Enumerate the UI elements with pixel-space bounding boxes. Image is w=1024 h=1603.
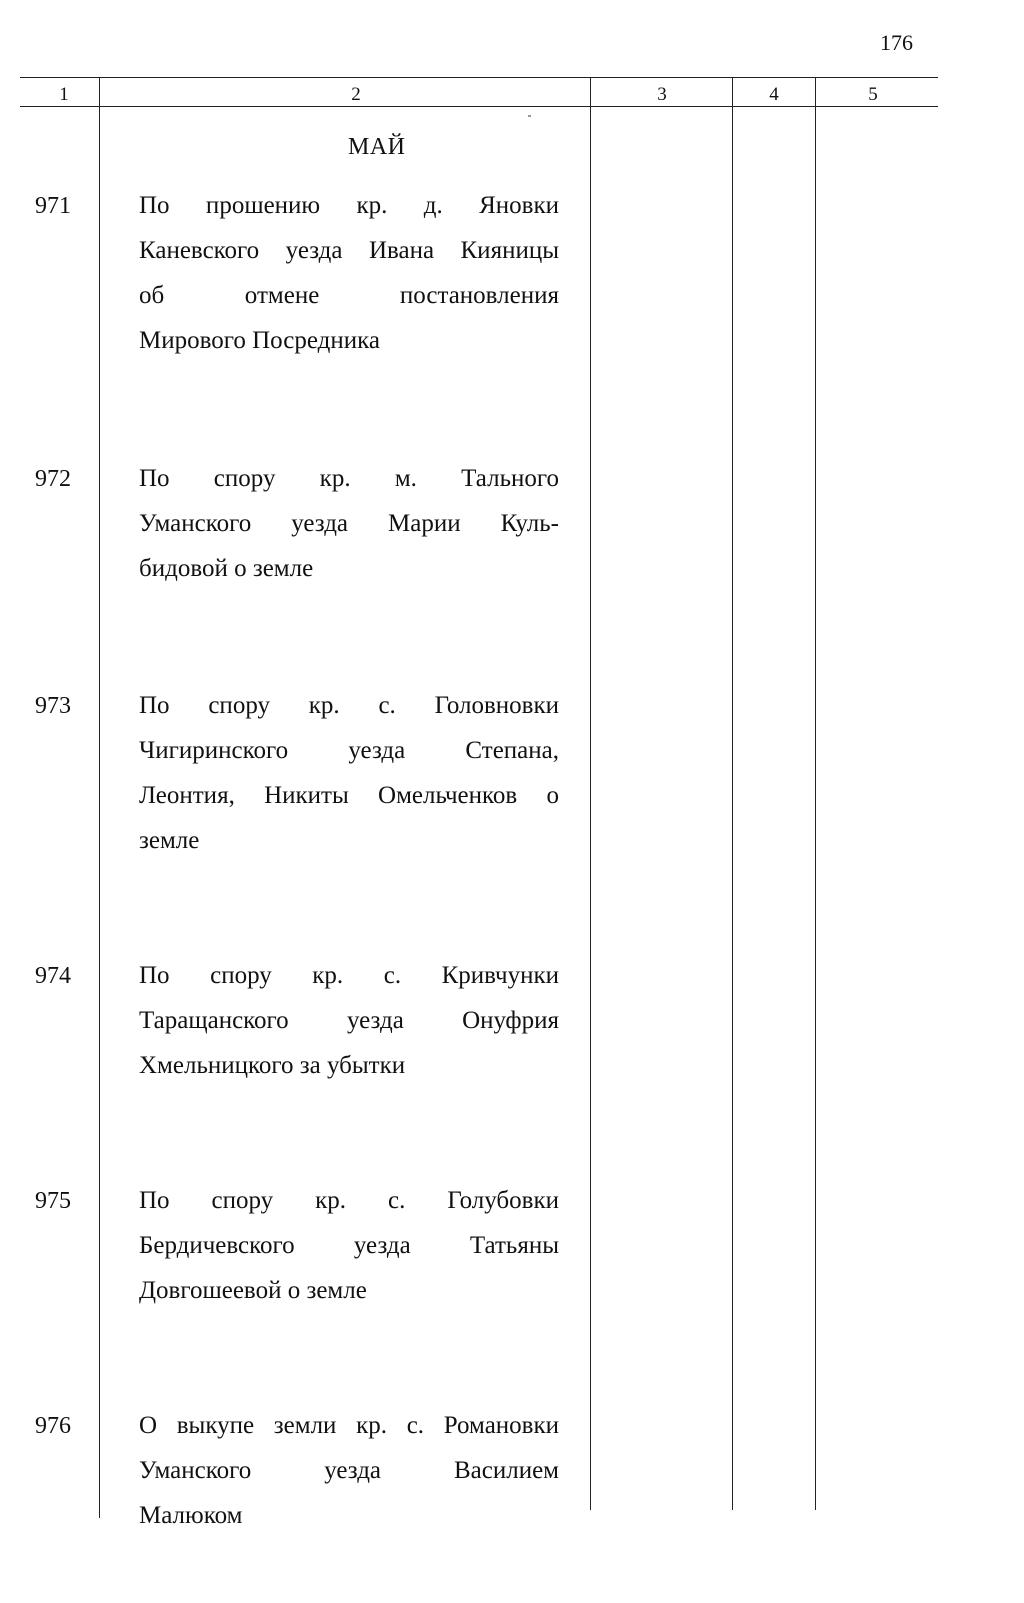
- column-header-5: 5: [868, 84, 878, 105]
- entry-number: 973: [35, 693, 71, 719]
- entry-line: Каневского уезда Ивана Кияницы: [139, 237, 559, 264]
- entry-line: По спору кр. с. Голубовки: [139, 1187, 559, 1214]
- entry-description: [139, 953, 559, 1088]
- entry-line: По спору кр. м. Тального: [139, 465, 559, 492]
- table-top-rule: [20, 77, 938, 78]
- entry-line: Уманского уезда Василием: [139, 1457, 559, 1484]
- entry-line: Малюком: [139, 1502, 243, 1529]
- column-divider-2: [590, 78, 591, 1510]
- entry-number: 976: [35, 1413, 71, 1439]
- column-divider-1: [99, 78, 100, 1518]
- column-header-4: 4: [769, 84, 779, 105]
- entry-description: [139, 183, 559, 363]
- column-divider-4: [815, 78, 816, 1510]
- column-header-2: 2: [351, 84, 361, 105]
- entry-description: [139, 683, 559, 863]
- entry-number: 975: [35, 1188, 71, 1214]
- entry-line: об отмене постановления: [139, 282, 559, 309]
- entry-number: 971: [35, 193, 71, 219]
- column-header-3: 3: [657, 84, 667, 105]
- page-number: 176: [880, 30, 913, 55]
- column-header-1: 1: [59, 84, 69, 105]
- entry-line: По прошению кр. д. Яновки: [139, 192, 559, 219]
- entry-line: Хмельницкого за убытки: [139, 1052, 406, 1079]
- entry-line: По спору кр. с. Кривчунки: [139, 962, 559, 989]
- entry-description: [139, 1403, 559, 1538]
- entry-line: Чигиринского уезда Степана,: [139, 737, 559, 764]
- entry-line: земле: [139, 827, 200, 854]
- entry-line: Леонтия, Никиты Омельченков о: [139, 782, 559, 809]
- entry-line: Таращанского уезда Онуфрия: [139, 1007, 559, 1034]
- entry-line: Мирового Посредника: [139, 327, 381, 354]
- entry-number: 974: [35, 963, 71, 989]
- column-divider-3: [732, 78, 733, 1510]
- month-heading: МАЙ: [348, 134, 406, 160]
- entry-line: О выкупе земли кр. с. Романовки: [139, 1412, 559, 1439]
- entry-number: 972: [35, 466, 71, 492]
- table-header-rule: [20, 106, 938, 107]
- entry-line: бидовой о земле: [139, 555, 314, 582]
- entry-line: Уманского уезда Марии Куль-: [139, 510, 559, 537]
- entry-line: Довгошеевой о земле: [139, 1277, 367, 1304]
- scan-speck: [528, 115, 531, 117]
- entry-line: Бердичевского уезда Татьяны: [139, 1232, 559, 1259]
- entry-description: [139, 456, 559, 591]
- entry-description: [139, 1178, 559, 1313]
- entry-line: По спору кр. с. Головновки: [139, 692, 559, 719]
